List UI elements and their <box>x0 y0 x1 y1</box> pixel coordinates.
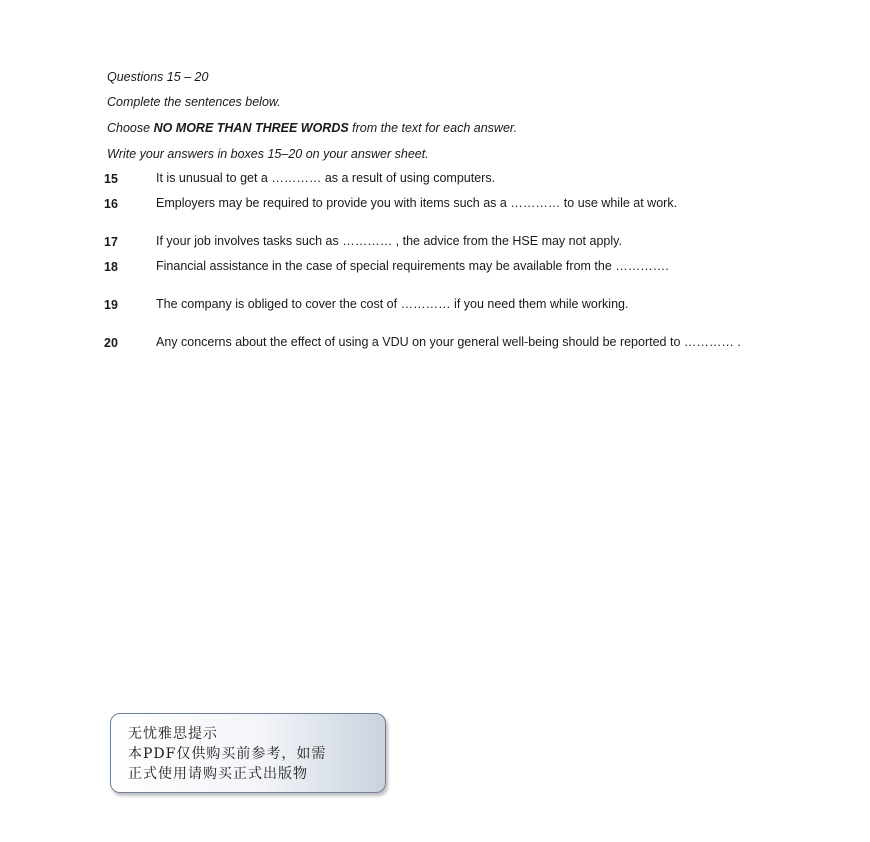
instruction-choose <box>107 121 517 135</box>
question-number: 15 <box>104 172 118 186</box>
instruction-choose-post: from the text for each answer. <box>348 121 518 135</box>
question-16 <box>104 197 784 227</box>
question-number: 19 <box>104 298 118 312</box>
instruction-choose-pre: Choose <box>107 121 154 135</box>
question-text: Financial assistance in the case of special requirements may be available from the …………. <box>156 259 669 273</box>
instruction-complete: Complete the sentences below. <box>107 95 281 109</box>
question-number: 18 <box>104 260 118 274</box>
question-15 <box>104 172 784 188</box>
notice-line-3: 正式使用请购买正式出版物 <box>128 766 308 782</box>
instruction-write: Write your answers in boxes 15–20 on your answer sheet. <box>107 147 429 161</box>
preview-notice-box <box>110 713 386 793</box>
question-number: 16 <box>104 197 118 211</box>
question-text: If your job involves tasks such as ………… , the advice from the HSE may not apply. <box>156 234 622 248</box>
notice-line-2: 本PDF仅供购买前参考，如需 <box>128 746 327 762</box>
notice-line-1: 无忧雅思提示 <box>128 726 218 742</box>
question-18 <box>104 260 784 290</box>
instruction-choose-bold: NO MORE THAN THREE WORDS <box>153 121 349 135</box>
section-title: Questions 15 – 20 <box>107 70 209 84</box>
question-number: 20 <box>104 336 118 350</box>
question-number: 17 <box>104 235 118 249</box>
question-19 <box>104 298 784 328</box>
question-text: The company is obliged to cover the cost of ………… if you need them while working. <box>156 297 629 311</box>
question-text: Employers may be required to provide you with items such as a ………… to use while at work. <box>156 196 678 210</box>
question-17 <box>104 235 784 251</box>
question-20 <box>104 336 784 366</box>
question-text: Any concerns about the effect of using a VDU on your general well-being should be reported to ………… . <box>156 335 741 349</box>
question-text: It is unusual to get a ………… as a result of using computers. <box>156 171 496 185</box>
